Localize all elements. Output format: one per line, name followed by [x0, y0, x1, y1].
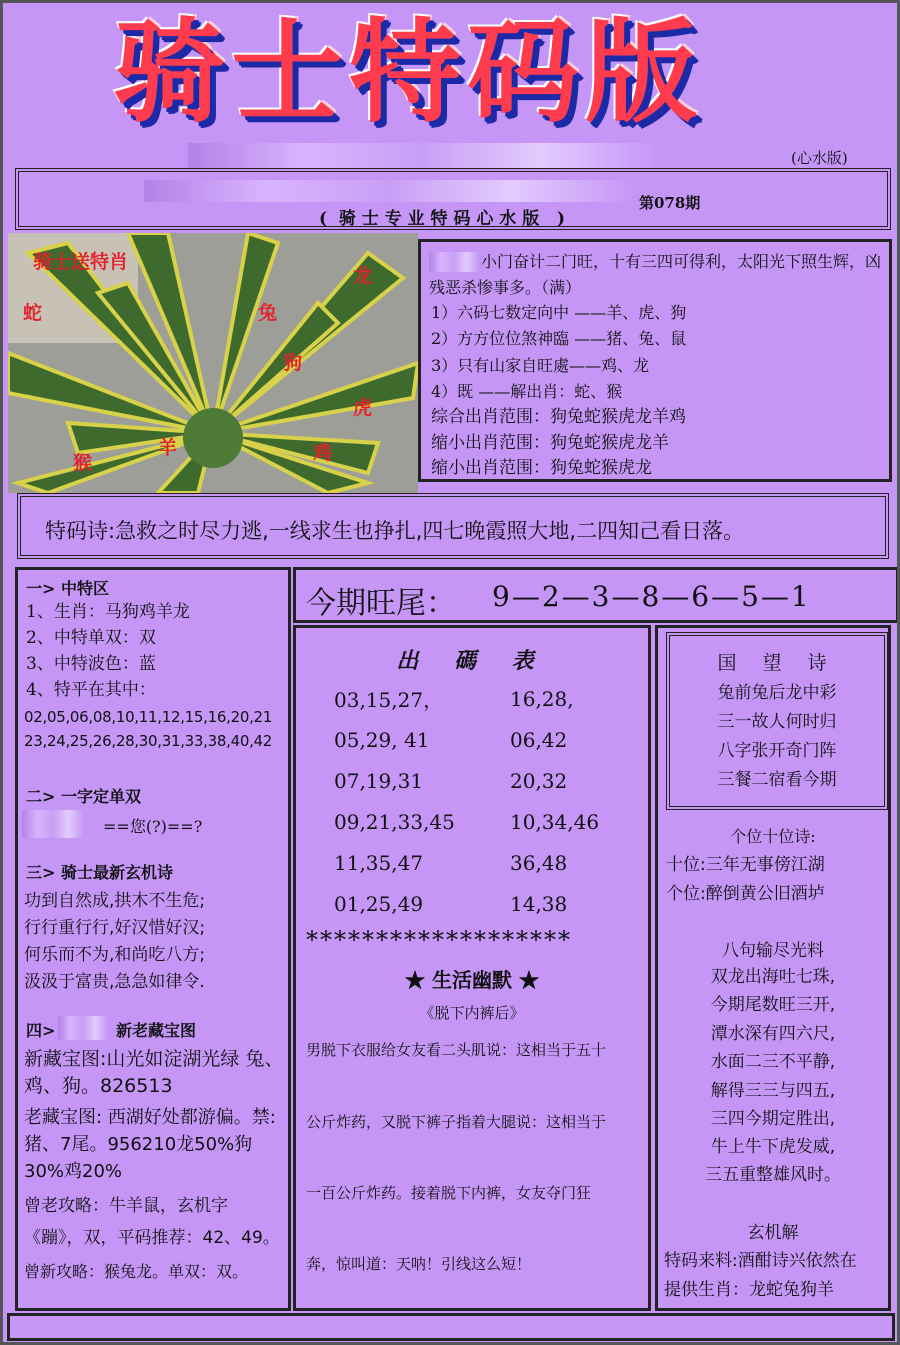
plant-photo [8, 233, 418, 493]
humor-title: ★ 生活幽默 ★ [405, 968, 539, 992]
table-cell-right: 06,42 [510, 727, 568, 752]
table-cell-left: 11,35,47 [334, 850, 424, 875]
plant-label-snake: 蛇 [23, 302, 43, 324]
s3-line-2: 行行重行行,好汉惜好汉; [24, 918, 206, 938]
tail-label: 今期旺尾： [306, 586, 456, 621]
s3-line-4: 汲汲于富贵,急急如律令. [24, 972, 205, 992]
guowang-box [666, 632, 888, 810]
summary-line-2: 缩小出肖范围：狗兔蛇猴虎龙羊 [431, 433, 669, 453]
xuanji-line-1: 特码来料:酒酣诗兴依然在 [664, 1251, 857, 1271]
xuanji-line-2: 提供生肖：龙蛇兔狗羊 [664, 1280, 834, 1300]
blurred-mark-3 [58, 1016, 108, 1040]
guowang-line-3: 八字张开奇门阵 [717, 741, 837, 761]
humor-line-3: 一百公斤炸药。接着脱下内裤，女友夺门狂 [306, 1184, 592, 1202]
humor-line-1: 男脱下衣服给女友看二头肌说：这相当于五十 [306, 1041, 607, 1059]
plant-label-sheep: 羊 [158, 437, 178, 459]
blurred-banner [188, 143, 658, 169]
table-title: 出 碼 表 [396, 648, 548, 674]
table-cell-right: 36,48 [510, 850, 568, 875]
s3-line-3: 何乐而不为,和尚吃八方; [24, 945, 206, 965]
table-cell-right: 14,38 [510, 891, 568, 916]
poem-intro: 小门奋计二门旺，十有三四可得利，太阳光下照生辉，凶残恶杀惨事多。（满） [429, 252, 882, 297]
section2-title: 二> 一字定单双 [26, 787, 141, 806]
guowang-title: 国 望 诗 [717, 652, 837, 674]
tail-value: 9—2—3—8—6—5—1 [492, 580, 811, 613]
eight-title: 八句输尽光料 [722, 941, 824, 961]
gewei-line-2: 个位:醉倒黄公旧酒垆 [666, 884, 825, 904]
table-row [334, 719, 630, 760]
plant-label-dragon: 龙 [353, 265, 373, 287]
table-cell-right: 16,28, [510, 686, 574, 711]
header-subtitle: ( 骑 士 专 业 特 码 心 水 版 ) [319, 209, 566, 229]
plant-label-rooster: 鸡 [313, 442, 333, 464]
eight-line-8: 三五重整雄风时。 [705, 1165, 841, 1185]
plant-label-title: 骑士送特肖 [33, 251, 129, 273]
humor-line-4: 奔，惊叫道：天呐！引线这么短！ [306, 1255, 532, 1273]
special-poem-box [17, 493, 889, 559]
table-cell-right: 20,32 [510, 768, 568, 793]
poem-line-1: 1）六码七数定向中 ——羊、虎、狗 [431, 303, 687, 322]
table-cell-left: 07,19,31 [334, 768, 424, 793]
tail-banner [293, 567, 899, 623]
s4-old-strategy: 曾老攻略：牛羊鼠，玄机字《蹦》，双，平码推荐：42、49。 [24, 1196, 280, 1248]
table-row [334, 760, 630, 801]
xuanji-title: 玄机解 [747, 1223, 799, 1243]
s4-new-strategy: 曾新攻略：猴兔龙。单双：双。 [24, 1262, 249, 1281]
table-cell-right: 10,34,46 [510, 809, 600, 834]
table-row [334, 801, 630, 842]
gewei-line-1: 十位:三年无事傍江湖 [666, 855, 825, 875]
guowang-line-2: 三一故人何时归 [717, 712, 837, 732]
left-column [15, 567, 291, 1311]
table-cell-left: 01,25,49 [334, 891, 424, 916]
table-cell-left: 03,15,27， [334, 688, 444, 712]
table-row [334, 842, 630, 883]
summary-line-3: 缩小出肖范围：狗兔蛇猴虎龙 [431, 458, 652, 478]
plant-label-rabbit: 兔 [258, 302, 278, 324]
s4-old-map: 老藏宝图: 西湖好处都游偏。禁: 猪、7尾。956210龙50%狗30%鸡20% [24, 1107, 276, 1182]
s2-text: ==您(?)==? [103, 817, 203, 836]
eight-line-4: 水面二三不平静, [710, 1052, 836, 1072]
page-title: 骑士特码版 [113, 8, 703, 138]
poem-box [418, 239, 892, 482]
table-cell-left: 05,29, 41 [334, 727, 430, 752]
s1-item-4: 4、特平在其中： [26, 680, 156, 700]
footer-bar [7, 1313, 895, 1341]
summary-line-1: 综合出肖范围：狗兔蛇猴虎龙羊鸡 [431, 407, 686, 427]
poem-line-3: 3）只有山家自旺處——鸡、龙 [431, 356, 650, 375]
special-poem: 特码诗:急救之时尽力逃,一线求生也挣扎,四七晚霞照大地,二四知己看日落。 [45, 519, 745, 543]
stars-divider: ******************* [306, 926, 572, 954]
blurred-ad [144, 180, 634, 202]
s3-line-1: 功到自然成,拱木不生危; [24, 891, 206, 911]
guowang-line-4: 三餐二宿看今期 [717, 770, 837, 790]
s4-new-map: 新藏宝图:山光如淀湖光绿 兔、鸡、狗。826513 [24, 1048, 284, 1097]
s1-numbers-row2: 23,24,25,26,28,30,31,33,38,40,42 [24, 732, 273, 750]
section3-title: 三> 骑士最新玄机诗 [26, 863, 173, 882]
eight-line-3: 潭水深有四六尺, [710, 1024, 836, 1044]
poem-line-2: 2）方方位位煞神臨 ——猪、兔、鼠 [431, 329, 687, 348]
poem-line-4: 4）既 ——解出肖：蛇、猴 [431, 382, 623, 401]
table-row [334, 678, 630, 719]
section4-title: 新老藏宝图 [116, 1021, 197, 1040]
eight-line-2: 今期尾数旺三开, [710, 995, 836, 1015]
humor-line-2: 公斤炸药，又脱下裤子指着大腿说：这相当于 [306, 1113, 607, 1131]
middle-column [293, 625, 651, 1311]
gewei-title: 个位十位诗: [730, 827, 816, 846]
plant-label-monkey: 猴 [73, 452, 93, 474]
right-column [655, 625, 891, 1311]
edition-label: (心水版) [791, 149, 848, 167]
section4-prefix: 四> [26, 1021, 56, 1040]
s1-item-2: 2、中特单双：双 [26, 628, 156, 648]
table-row [334, 883, 630, 924]
s1-item-3: 3、中特波色：蓝 [26, 654, 156, 674]
blurred-mark-2 [22, 810, 84, 838]
guowang-line-1: 兔前兔后龙中彩 [717, 683, 837, 703]
eight-line-5: 解得三三与四五, [710, 1081, 836, 1101]
eight-line-7: 牛上牛下虎发威, [710, 1137, 836, 1157]
eight-line-1: 双龙出海吐七珠, [710, 967, 836, 987]
plant-label-tiger: 虎 [353, 397, 373, 419]
header-banner [15, 168, 891, 230]
humor-subtitle: 《脱下内裤后》 [419, 1004, 525, 1022]
number-table [334, 678, 630, 924]
plant-label-dog: 狗 [283, 352, 303, 374]
eight-line-6: 三四今期定胜出, [710, 1109, 836, 1129]
s1-item-1: 1、生肖：马狗鸡羊龙 [26, 602, 190, 622]
table-cell-left: 09,21,33,45 [334, 809, 455, 834]
section1-title: 一> 中特区 [26, 579, 109, 598]
s1-numbers-row1: 02,05,06,08,10,11,12,15,16,20,21 [24, 708, 273, 726]
issue-number: 第078期 [639, 194, 701, 212]
